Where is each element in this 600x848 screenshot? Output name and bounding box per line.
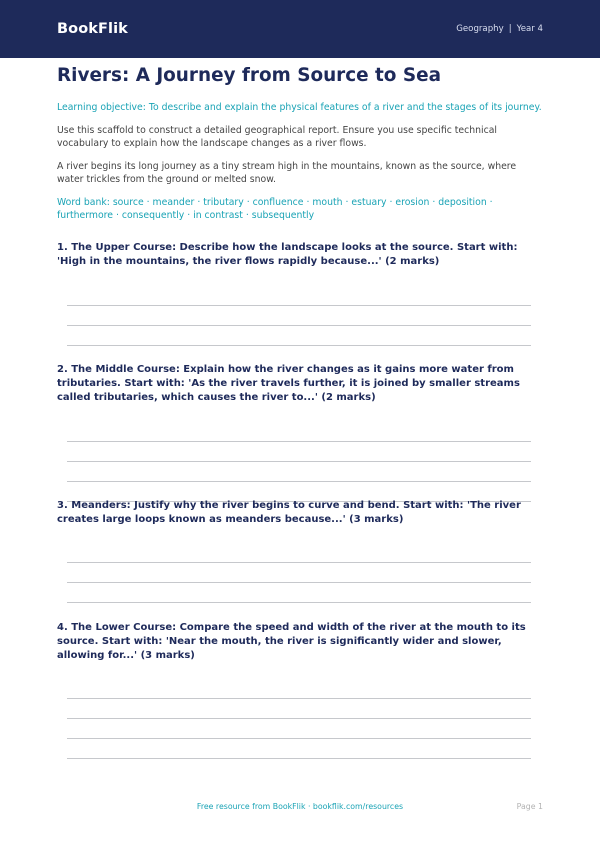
answer-line[interactable] — [67, 481, 531, 482]
page-number: Page 1 — [516, 802, 543, 811]
intro-paragraph: Use this scaffold to construct a detailed geographical report. Ensure you use specific technical vocabulary to explain how the landscape changes as a river flows. — [57, 125, 497, 150]
answer-line[interactable] — [67, 602, 531, 603]
answer-line[interactable] — [67, 698, 531, 699]
answer-line[interactable] — [67, 562, 531, 563]
meta-separator: | — [508, 24, 512, 34]
context-paragraph: A river begins its long journey as a tiny stream high in the mountains, known as the source, where water trickles from the ground or melted snow. — [57, 160, 517, 186]
header-meta — [456, 24, 543, 34]
answer-line[interactable] — [67, 718, 531, 719]
answer-line[interactable] — [67, 325, 531, 326]
answer-line[interactable] — [67, 461, 531, 462]
answer-line[interactable] — [67, 345, 531, 346]
answer-line[interactable] — [67, 738, 531, 739]
question-4: 4. The Lower Course: Compare the speed and width of the river at the mouth to its source. Start with: 'Near the mouth, the river is significantly wider and slower, allowing for...' (3 marks) — [57, 622, 526, 661]
question-3: 3. Meanders: Justify why the river begins to curve and bend. Start with: 'The river creates large loops known as meanders because...' (3 marks) — [57, 500, 521, 525]
answer-line[interactable] — [67, 582, 531, 583]
year-label: Year 4 — [516, 24, 543, 34]
answer-line[interactable] — [67, 305, 531, 306]
page-header — [0, 0, 600, 58]
page-title: Rivers: A Journey from Source to Sea — [57, 65, 441, 86]
word-bank: Word bank: source · meander · tributary · confluence · mouth · estuary · erosion · deposition · furthermore · consequently · in contrast · subsequently — [57, 196, 493, 222]
answer-line[interactable] — [67, 758, 531, 759]
question-2: 2. The Middle Course: Explain how the river changes as it gains more water from tributaries. Start with: 'As the river travels further, it is joined by smaller streams called tributaries, which causes the river to...' (2 marks) — [57, 364, 520, 403]
intro-section — [57, 64, 544, 222]
question-1: 1. The Upper Course: Describe how the landscape looks at the source. Start with: 'High in the mountains, the river flows rapidly because...' (2 marks) — [57, 242, 518, 267]
answer-line[interactable] — [67, 441, 531, 442]
footer-link[interactable]: Free resource from BookFlik · bookflik.com/resources — [196, 802, 404, 811]
learning-objective: Learning objective: To describe and explain the physical features of a river and the stages of its journey. — [57, 102, 542, 113]
brand-logo: BookFlik — [57, 21, 128, 37]
subject-label: Geography — [456, 24, 504, 34]
